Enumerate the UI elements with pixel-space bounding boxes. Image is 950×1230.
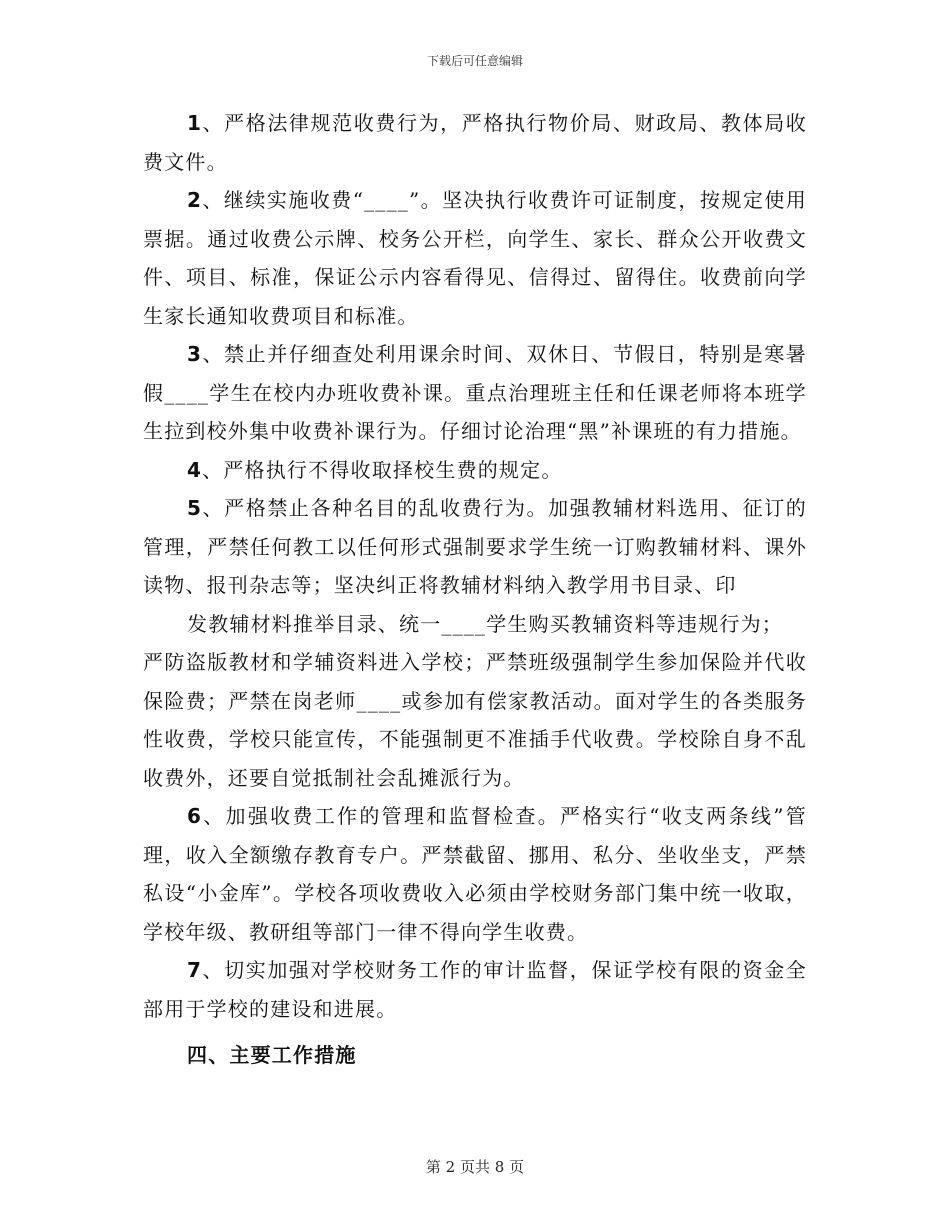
list-item-7 [143,951,807,1028]
list-item-2 [143,181,807,335]
continuation-first-line: 发教辅材料推举目录、统一____学生购买教辅资料等违规行为； [187,611,783,636]
item-text: 、禁止并仔细查处利用课余时间、双休日、节假日，特别是寒暑假____学生在校内办班收费补课。重点治理班主任和任课老师将本班学生拉到校外集中收费补课行为。仔细讨论治理“黑”补课班的有力措施。 [143,342,807,443]
list-item-3 [143,335,807,451]
item-number: 7 [187,958,203,982]
item-number: 4 [187,457,203,482]
item-number: 2 [187,188,203,212]
list-item-5-continuation [143,605,807,798]
item-text: 、严格禁止各种名目的乱收费行为。加强教辅材料选用、征订的管理，严禁任何教工以任何形式强制要求学生统一订购教辅材料、课外读物、报刊杂志等；坚决纠正将教辅材料纳入教学用书目录、印 [143,496,807,597]
item-text: 、切实加强对学校财务工作的审计监督，保证学校有限的资金全部用于学校的建设和进展。 [143,958,807,1021]
item-text: 、加强收费工作的管理和监督检查。严格实行“收支两条线”管理，收入全额缴存教育专户。严禁截留、挪用、私分、坐收坐支，严禁私设“小金库”。学校各项收费收入必须由学校财务部门集中统一收取，学校年级、教研组等部门一律不得向学生收费。 [143,804,807,944]
list-item-1 [143,104,807,181]
section-heading: 四、主要工作措施 [187,1043,357,1067]
item-text: 、严格法律规范收费行为，严格执行物价局、财政局、教体局收费文件。 [143,111,807,174]
list-item-5 [143,489,807,605]
list-item-4 [143,451,807,490]
item-text: 、严格执行不得收取择校生费的规定。 [202,457,563,482]
item-number: 3 [187,342,203,366]
item-number: 6 [187,804,203,828]
page-header-note: 下载后可任意编辑 [426,54,523,68]
continuation-text: 严防盗版教材和学辅资料进入学校；严禁班级强制学生参加保险并代收保险费；严禁在岗老师____或参加有偿家教活动。面对学生的各类服务性收费，学校只能宣传，不能强制更不准插手代收费。学校除自身不乱收费外，还要自觉抵制社会乱摊派行为。 [143,650,807,790]
item-number: 1 [187,111,203,135]
document-body [143,104,807,1075]
page-number-footer: 第 2 页共 8 页 [425,1158,525,1176]
list-item-6 [143,797,807,951]
item-number: 5 [187,496,203,520]
item-text: 、继续实施收费“____”。坚决执行收费许可证制度，按规定使用票据。通过收费公示牌、校务公开栏，向学生、家长、群众公开收费文件、项目、标准，保证公示内容看得见、信得过、留得住。收费前向学生家长通知收费项目和标准。 [143,188,807,328]
